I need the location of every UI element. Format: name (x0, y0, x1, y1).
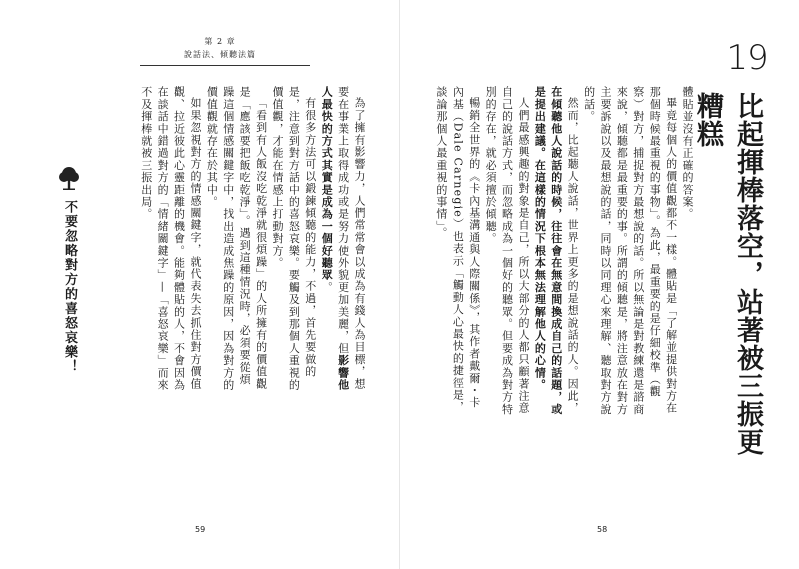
page-number-right: 58 (597, 525, 608, 534)
paragraph: 畢竟每個人的價值觀都不一樣。體貼是「了解並提供對方在那個時候最重視的事物」。為此，最重要的是仔細校準（觀察）對方，捕捉對方最想說的話。所以無論是對教練還是諮商來說，傾聽都是最重要的事。所謂的傾聽是，將注意放在對方主要訴說以及最想說的話，同時以同理心來理解、聽取對方說的話。 (582, 86, 678, 416)
paragraph: 為了擁有影響力，人們常常會以成為有錢人為目標，想要在事業上取得成功或是努力使外貌更加美麗，但影響他人最快的方式其實是成為一個好聽眾。 (320, 86, 366, 392)
paragraph: 如果忽視對方的情感關鍵字，就代表失去抓住對方價值觀、拉近彼此心靈距離的機會。能夠體貼的人，不會因為在談話中錯過對方的「情緒關鍵字」—「喜怒哀樂」而來不及揮棒就被三振出局。 (139, 86, 202, 391)
left-body-text (139, 86, 367, 396)
page-gutter (399, 0, 400, 569)
paragraph: 然而，比起聽人說話，世界上更多的是想說話的人。因此，在傾聽他人說話的時候，往往會在無意間換成自己的話題，或是提出建議。在這樣的情況下根本無法理解他人的心情。 (533, 86, 580, 416)
paragraph: 體貼並沒有正確的答案。 (681, 86, 694, 221)
section-number: 19 (726, 38, 768, 78)
section-title: 比起揮棒落空，站著被三振更糟糕 (692, 92, 763, 456)
page-number-left: 59 (195, 525, 206, 534)
header-rule (140, 65, 310, 66)
right-body-text (433, 86, 695, 416)
paragraph: 暢銷全世界的《卡內基溝通與人際關係》，其作者戴爾・卡內基（Dale Carnegie）也表示「觸動人心最快的捷徑是，談論那個人最重視的事情」。 (434, 86, 481, 414)
header-subtitle: 說話法、傾聽法篇 (184, 50, 256, 59)
tree-icon (57, 165, 81, 191)
header-chapter: 第 2 章 (204, 37, 236, 46)
paragraph: 有很多方法可以鍛鍊傾聽的能力，不過，首先要做的是，注意到對方話中的喜怒哀樂。要觸及到那個人重視的價值觀，才能在情感上打動對方。 (270, 86, 317, 391)
paragraph: 「看到有人飯沒吃乾淨就很煩躁」的人所擁有的價值觀是「應該要把飯吃乾淨」。遇到這種情況時，必須要從煩躁這個情感關鍵字中，找出造成焦躁的原因，因為對方的價值觀就存在於其中。 (205, 86, 268, 391)
tip-text: 不要忽略對方的喜怒哀樂！ (62, 200, 77, 374)
paragraph: 人們最感興趣的對象是自己，所以大部分的人都只顧著注意自己的說話方式，而忽略成為一個好的聽眾。但要成為對方特別的存在，就必須擅於傾聽。 (484, 86, 530, 416)
running-header (170, 36, 270, 60)
